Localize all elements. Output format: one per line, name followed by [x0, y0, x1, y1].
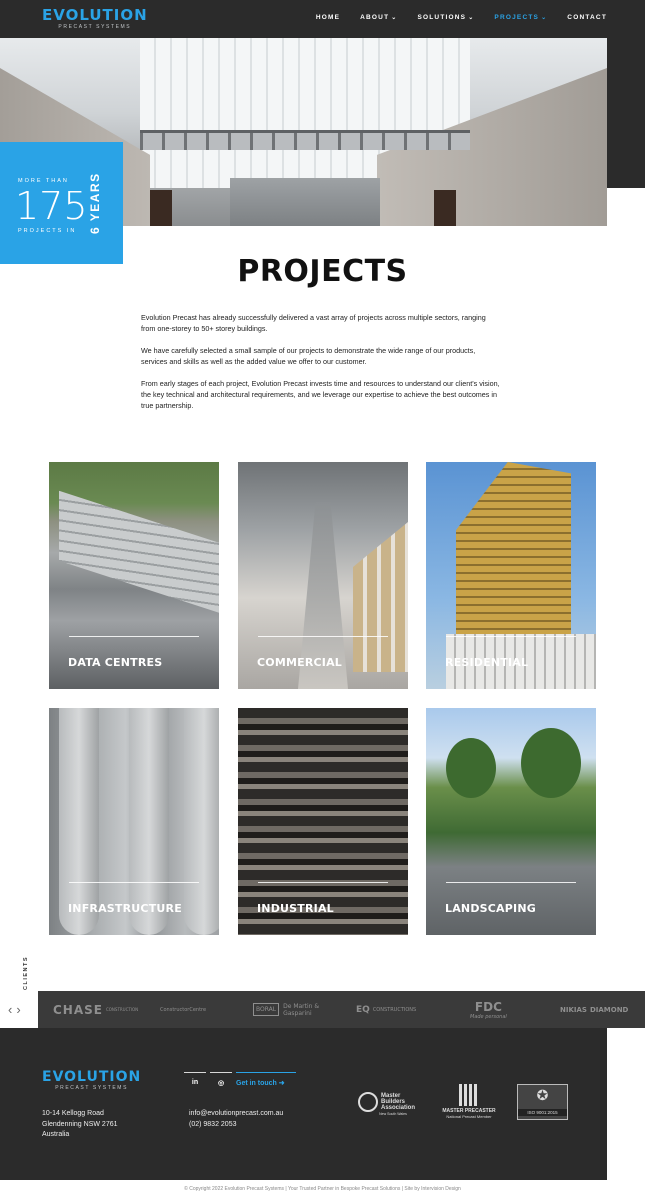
- stat-projects-in: PROJECTS IN: [18, 228, 77, 234]
- clients-carousel: [38, 991, 645, 1028]
- instagram-icon[interactable]: ◎: [210, 1072, 232, 1092]
- tile-divider: [69, 636, 199, 637]
- stat-badge: [0, 142, 123, 264]
- footer-address: 10-14 Kellogg Road Glendenning NSW 2761 Australia: [42, 1110, 118, 1138]
- master-precaster-badge: MASTER PRECASTER National Precast Member: [440, 1084, 498, 1119]
- project-tile-industrial[interactable]: [238, 708, 408, 935]
- tile-image: [446, 738, 496, 798]
- site-footer: [0, 1028, 607, 1180]
- tile-label: DATA CENTRES: [68, 656, 163, 669]
- logo-tagline: PRECAST SYSTEMS: [58, 24, 132, 30]
- footer-logo-wordmark: EVOLUTION: [42, 1069, 142, 1085]
- nav-solutions[interactable]: SOLUTIONS ⌄: [417, 14, 475, 21]
- clients-label: CLIENTS: [23, 955, 29, 990]
- footer-right-gap: [607, 1028, 645, 1180]
- tile-label: COMMERCIAL: [257, 656, 342, 669]
- client-logo-chase: CHASE CONSTRUCTION: [53, 1002, 139, 1017]
- tile-label: RESIDENTIAL: [445, 656, 529, 669]
- intro-paragraph: We have carefully selected a small sample of our projects to demonstrate the wide range of our products, services and skills as well as the added value we offer to our customer.: [141, 345, 476, 367]
- tile-divider: [258, 882, 388, 883]
- footer-phone[interactable]: (02) 9832 2053: [189, 1120, 237, 1128]
- footer-email[interactable]: info@evolutionprecast.com.au: [189, 1110, 284, 1117]
- intro-paragraph: Evolution Precast has already successfully delivered a vast array of projects across multiple sectors, ranging from one-storey to 50+ storey buildings.: [141, 313, 486, 334]
- tile-label: LANDSCAPING: [445, 902, 536, 915]
- tile-image: [59, 491, 219, 619]
- project-tile-data-centres[interactable]: [49, 462, 219, 689]
- tile-image: [59, 708, 99, 935]
- tile-image: [184, 708, 219, 935]
- nav-home[interactable]: HOME: [315, 14, 341, 21]
- site-logo[interactable]: [42, 7, 148, 30]
- footer-contact: [189, 1109, 283, 1130]
- tile-image: [353, 522, 408, 672]
- tile-label: INFRASTRUCTURE: [68, 902, 182, 915]
- hero-door: [434, 190, 456, 226]
- iso-badge: ✪ ISO 9001:2015: [517, 1084, 568, 1120]
- tile-divider: [258, 636, 388, 637]
- logo-wordmark: EVOLUTION: [42, 6, 148, 24]
- project-tile-infrastructure[interactable]: [49, 708, 219, 935]
- chevron-left-icon[interactable]: ‹: [8, 1002, 17, 1017]
- arrow-right-icon: ➜: [278, 1080, 285, 1087]
- stat-number: 175: [15, 184, 88, 228]
- stat-years: 6 YEARS: [88, 172, 102, 234]
- chevron-down-icon: ⌄: [391, 15, 398, 21]
- nav-projects[interactable]: PROJECTS ⌄: [494, 14, 548, 21]
- nav-contact[interactable]: CONTACT: [567, 14, 607, 21]
- footer-logo[interactable]: [42, 1070, 141, 1091]
- project-tile-commercial[interactable]: [238, 462, 408, 689]
- page-title: PROJECTS: [237, 254, 408, 289]
- tile-divider: [446, 882, 576, 883]
- nav-about[interactable]: ABOUT ⌄: [360, 14, 398, 21]
- client-logo-fdc: FDC Made personal: [470, 999, 507, 1020]
- tile-divider: [446, 636, 576, 637]
- clients-carousel-arrows: [8, 1002, 25, 1017]
- project-tile-landscaping[interactable]: [426, 708, 596, 935]
- intro-text: [141, 312, 501, 422]
- tile-label: INDUSTRIAL: [257, 902, 334, 915]
- hero-bridge: [140, 130, 470, 150]
- intro-paragraph: From early stages of each project, Evolution Precast invests time and resources to understand our client’s vision, the key technical and architectural requirements, and we leverage our expertise to achieve the best outcomes in true partnership.: [141, 378, 500, 411]
- badge-emblem-icon: [358, 1092, 378, 1112]
- iso-emblem-icon: ✪: [536, 1087, 549, 1103]
- building-icon: [459, 1084, 479, 1106]
- project-tile-residential[interactable]: [426, 462, 596, 689]
- footer-logo-tagline: PRECAST SYSTEMS: [55, 1085, 129, 1091]
- linkedin-icon[interactable]: in: [184, 1072, 206, 1092]
- tile-divider: [69, 882, 199, 883]
- main-nav: [316, 14, 607, 21]
- hero-core: [230, 178, 380, 226]
- client-logo-eq: EQ CONSTRUCTIONS: [356, 1004, 417, 1015]
- stat-more-than: MORE THAN: [18, 178, 69, 184]
- tile-image: [521, 728, 581, 798]
- copyright: © Copyright 2022 Evolution Precast Systems | Your Trusted Partner in Bespoke Precast Solutions | Site by Intervision Design: [184, 1186, 461, 1192]
- client-logo-nikias: NIKIAS DIAMOND: [560, 1005, 629, 1014]
- chevron-down-icon: ⌄: [541, 15, 548, 21]
- top-navbar: [0, 0, 645, 38]
- master-builders-badge: Master Builders Association New South Wales: [358, 1092, 428, 1116]
- chevron-down-icon: ⌄: [468, 15, 475, 21]
- hero-door: [150, 190, 172, 226]
- client-logo-boral: BORAL De Martin & Gasparini: [253, 991, 333, 1028]
- get-in-touch-link[interactable]: Get in touch ➜: [236, 1072, 296, 1092]
- chevron-right-icon[interactable]: ›: [16, 1002, 25, 1017]
- client-logo-constructorcentre: ConstructorCentre: [160, 1006, 207, 1013]
- tile-image: [129, 708, 169, 935]
